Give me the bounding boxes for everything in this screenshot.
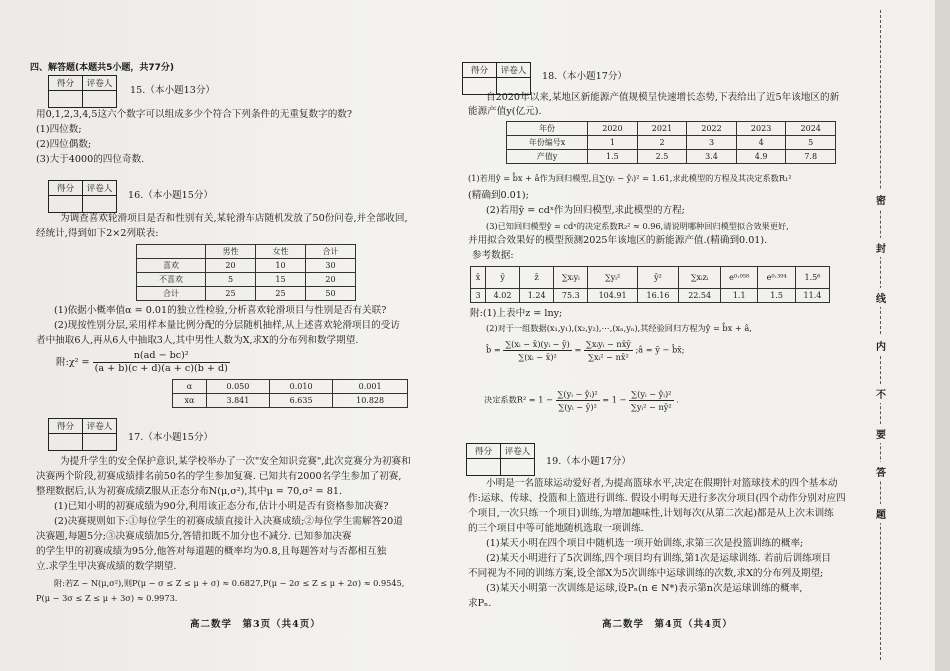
q19-line: (2)某天小明进行了5次训练,四个项目均有训练,第1次是运球训练. 若前后训练项目 [486, 553, 831, 564]
q19-line: (3)某天小明第一次训练是运球,设Pₙ(n ∈ N*)表示第n次是运球训练的概率, [486, 583, 803, 594]
q16-stem-1: 为调查喜欢轮滑项目是否和性别有关,某轮滑车店随机发放了50份问卷,并全部收回, [60, 213, 408, 224]
q19-line: 不同视为不同的训练方案,设全部X为5次训练中运球训练的次数,求X的分布列及期望; [468, 568, 824, 579]
q17-line: 整理数据后,认为初赛成绩Z服从正态分布N(μ,σ²),其中μ = 70,σ² = 81. [36, 486, 343, 497]
section-title: 四、解答题(本题共5小题，共77分) [30, 63, 175, 73]
b-hat-formula: b̂ = $\frac{\text{∑(xᵢ − x̄)(yᵢ − ȳ)}}{\text{∑(xᵢ − x̄)²}}$ = $\frac{\text{∑xᵢyᵢ − nx̄ȳ}}{\text{∑xᵢ² − nx̄²}}$ ;â = ȳ − b̂x̄; [486, 339, 685, 362]
q17-line: 为提升学生的安全保护意识,某学校举办了一次"安全知识竞赛",此次竞赛分为初赛和 [60, 456, 411, 467]
note-1: 附:(1)上表中z = lny; [470, 308, 563, 319]
paper-edge [935, 0, 950, 671]
reference-data-table: x̄ ȳ z̄ ∑xᵢyᵢ ∑yᵢ² ȳ² ∑xᵢzᵢ e⁰·⁰⁵⁸ e⁰·³⁹⁴ 1.5⁶ 3 4.02 1.24 75.3 104.91 16.16 22.54 1.1 1.5 11.4 [470, 266, 830, 303]
note-2: (2)对于一组数据(x₁,y₁),(x₂,y₂),⋯,(xₙ,yₙ),其经验回归方程为ŷ = b̂x + â, [486, 323, 752, 333]
q15-part3: (3)大于4000的四位奇数. [36, 154, 145, 165]
r2-formula: 决定系数R² = 1 − $\frac{\text{∑(yᵢ − ŷᵢ)²}}{\text{∑(yᵢ − ȳ)²}}$ = 1 − $\frac{\text{∑(yᵢ − ŷᵢ)²}}{\text{∑yᵢ² − nȳ²}}$ . [484, 389, 679, 412]
binding-char: 密 [876, 190, 886, 209]
q17-line: 立.求学生甲决赛成绩的数学期望. [36, 561, 177, 572]
q18-stem-2: 能源产值y(亿元). [468, 106, 542, 117]
q19-head: 19.（本小题17分） [546, 456, 632, 467]
q18-part3-b: 并用拟合效果好的模型预测2025年该地区的新能源产值.(精确到0.01). [468, 235, 768, 246]
q19-line: (1)某天小明在四个项目中随机选一项开始训练,求第三次是投篮训练的概率; [486, 538, 804, 549]
score-box-q15: 得分 评卷人 [48, 75, 117, 108]
q17-head: 17.（本小题15分） [128, 432, 214, 443]
q19-line: 个项目,一次只练一个项目)训练,为增加趣味性,计划每次(从第二次起)都是从上次未训练 [468, 508, 834, 519]
score-box-q16: 得分 评卷人 [48, 180, 117, 213]
binding-char: 答 [876, 462, 886, 481]
binding-char: 要 [876, 424, 886, 443]
binding-char: 线 [876, 288, 886, 307]
score-box-q19: 得分 评卷人 [466, 443, 535, 476]
q17-line: 的学生甲的初赛成绩为95分,他答对每道题的概率均为0.8,且每题答对与否都相互独 [36, 546, 387, 557]
binding-char: 题 [876, 504, 886, 523]
binding-dashed-line [880, 10, 881, 660]
score-box-q18: 得分 评卷人 [462, 62, 531, 95]
q16-part1: (1)依据小概率值α = 0.01的独立性检验,分析喜欢轮滑项目与性别是否有关联? [54, 305, 387, 316]
page-footer: 高二数学 第3页（共4页） [190, 619, 321, 630]
binding-char: 不 [876, 384, 886, 403]
q16-part2-b: 者中抽取6人,再从6人中抽取3人,其中男性人数为X,求X的分布列和数学期望. [36, 335, 359, 346]
q17-line: 决赛题,每题5分;③决赛成绩加5分,答错扣既不加分也不减分. 已知参加决赛 [36, 531, 352, 542]
q17-line: (1)已知小明的初赛成绩为90分,利用该正态分布,估计小明是否有资格参加决赛? [54, 501, 389, 512]
q18-part1-a: (1)若用ŷ = b̂x + â作为回归模型,且∑(yᵢ − ŷᵢ)² = 1.61,求此模型的方程及其决定系数R₁² [468, 173, 792, 183]
q19-line: 求Pₙ. [468, 598, 492, 609]
q18-stem-1: 自2020年以来,某地区新能源产值规模呈快速增长态势,下表给出了近5年该地区的新 [486, 92, 840, 103]
reference-label: 参考数据: [472, 250, 514, 261]
page-footer: 高二数学 第4页（共4页） [602, 619, 733, 630]
q17-line: (2)决赛规则如下:①每位学生的初赛成绩直接计入决赛成绩;②每位学生需解答20道 [54, 516, 403, 527]
q15-head: 15.（本小题13分） [130, 85, 216, 96]
production-table: 年份 2020 2021 2022 2023 2024 年份编号x 1 2 3 4 5 产值y 1.5 2.5 3.4 4.9 7.8 [506, 121, 836, 164]
chi-square-formula: 附:χ² = $\frac{\text{n(ad − bc)²}}{(a + b)(c + d)(a + c)(b + d)}$ [56, 350, 228, 374]
q15-part1: (1)四位数; [36, 124, 82, 135]
q16-stem-2: 经统计,得到如下2×2列联表: [36, 228, 159, 239]
critical-value-table: α 0.050 0.010 0.001 xα 3.841 6.635 10.828 [172, 379, 408, 408]
q15-stem: 用0,1,2,3,4,5这六个数字可以组成多少个符合下列条件的无重复数字的数? [36, 109, 353, 120]
q18-part3-a: (3)已知回归模型ŷ = cdˣ的决定系数R₂² ≈ 0.96,请说明哪种回归模型拟合效果更好, [486, 221, 789, 231]
q19-line: 的三个项目中等可能地随机选取一项训练. [468, 523, 644, 534]
q15-part2: (2)四位偶数; [36, 139, 92, 150]
q16-part2-a: (2)现按性别分层,采用样本量比例分配的分层随机抽样,从上述喜欢轮滑项目的受访 [54, 320, 400, 331]
q18-head: 18.（本小题17分） [542, 71, 628, 82]
q17-line: P(μ − 3σ ≤ Z ≤ μ + 3σ) ≈ 0.9973. [36, 593, 178, 603]
q17-line: 附:若Z ~ N(μ,σ²),则P(μ − σ ≤ Z ≤ μ + σ) ≈ 0.6827,P(μ − 2σ ≤ Z ≤ μ + 2σ) ≈ 0.9545, [54, 578, 405, 588]
q16-head: 16.（本小题15分） [128, 190, 214, 201]
q17-line: 决赛两个阶段,初赛成绩排名前50名的学生参加复赛. 已知共有2000名学生参加了初赛, [36, 471, 402, 482]
q18-part1-b: (精确到0.01); [468, 190, 529, 201]
q19-line: 小明是一名篮球运动爱好者,为提高篮球水平,决定在假期针对篮球技术的四个基本动 [486, 478, 838, 489]
q19-line: 作:运球、传球、投篮和上篮进行训练. 假设小明每天进行多次分项目(四个动作分别对应四 [468, 493, 846, 504]
binding-char: 封 [876, 238, 886, 257]
contingency-table: 男性 女性 合计 喜欢 20 10 30 不喜欢 5 15 20 合计 25 25 50 [136, 244, 356, 301]
q18-part2: (2)若用ŷ = cdˣ作为回归模型,求此模型的方程; [486, 205, 685, 216]
binding-char: 内 [876, 336, 886, 355]
score-box-q17: 得分 评卷人 [48, 418, 117, 451]
